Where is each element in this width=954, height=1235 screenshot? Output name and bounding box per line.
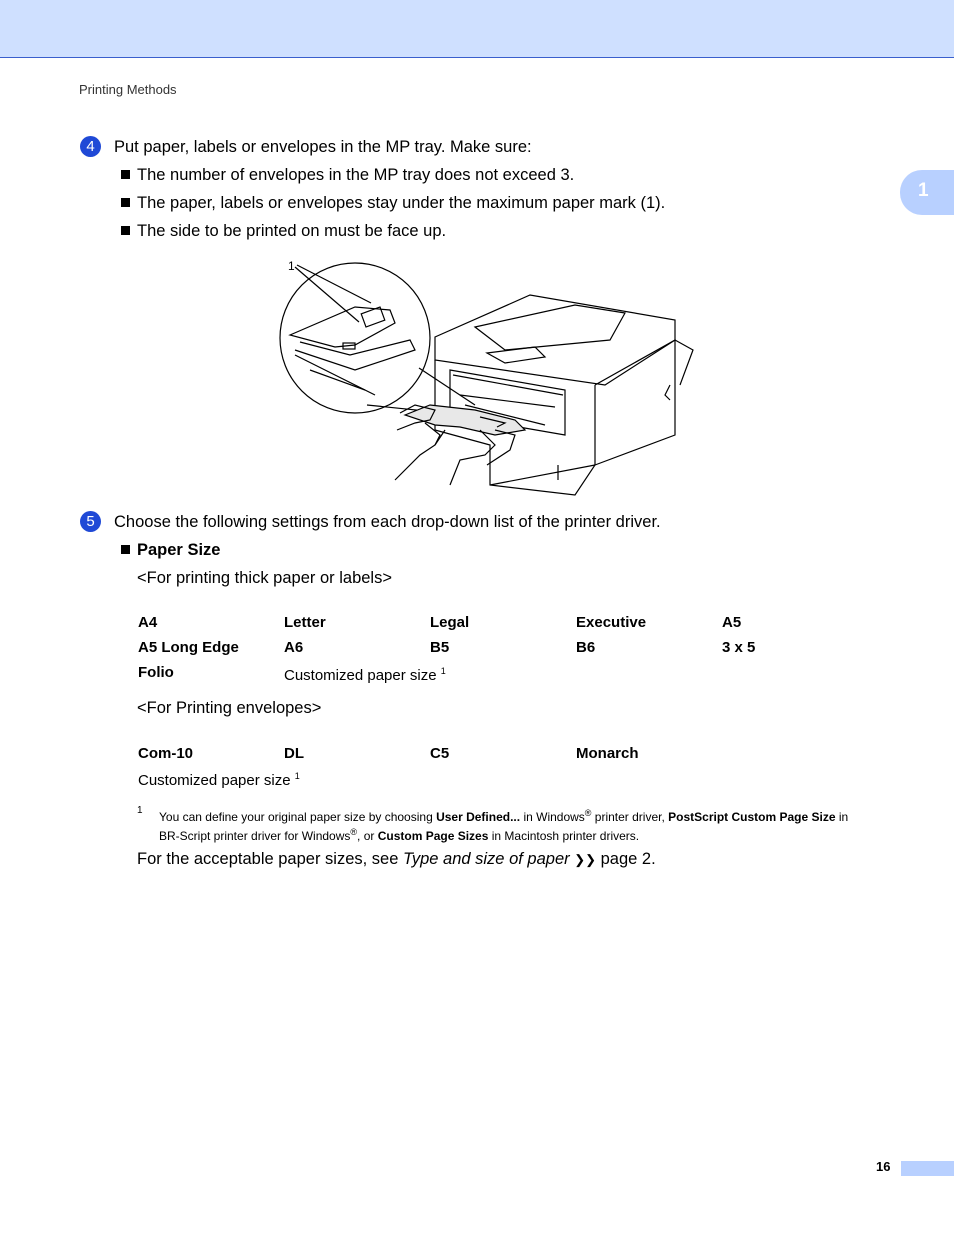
page-number: 16: [876, 1159, 891, 1174]
step-4-number: 4: [80, 136, 101, 157]
customized-size-cell: [138, 771, 300, 789]
paper-size-heading: [121, 541, 220, 560]
page-number-bar: [901, 1161, 954, 1176]
running-title: Printing Methods: [79, 82, 177, 97]
envelope-size-cell: Monarch: [576, 745, 639, 762]
footnote-mark: 1: [137, 805, 143, 816]
chapter-tab: [900, 170, 954, 215]
paper-size-cell: B5: [430, 639, 450, 656]
bullet-text: The paper, labels or envelopes stay under the maximum paper mark (1).: [137, 194, 666, 212]
footnote-line-2: BR-Script printer driver for Windows®, or Custom Page Sizes in Macintosh printer drivers.: [159, 827, 640, 843]
envelope-size-cell: C5: [430, 745, 450, 762]
footnote-ref: 1: [294, 771, 300, 781]
chapter-number: 1: [918, 180, 929, 201]
paper-size-cell: B6: [576, 639, 596, 656]
bullet-text: The side to be printed on must be face up.: [137, 222, 447, 240]
paper-size-cell: A6: [284, 639, 304, 656]
header-band: [0, 0, 954, 58]
paper-size-cell: A5: [722, 614, 742, 631]
double-chevron-icon: ❯❯: [574, 852, 597, 867]
customized-size-label: Customized paper size: [138, 772, 291, 789]
envelope-size-cell: Com-10: [138, 745, 194, 762]
bullet-square: [121, 170, 130, 179]
paper-size-cell: A4: [138, 614, 158, 631]
step-5-text: Choose the following settings from each drop-down list of the printer driver.: [114, 513, 661, 531]
paper-size-cell: Executive: [576, 614, 647, 631]
step-5-number: 5: [80, 511, 101, 532]
bullet-item: [121, 166, 574, 185]
step-4-text: Put paper, labels or envelopes in the MP tray. Make sure:: [114, 138, 532, 156]
customized-size-cell: [284, 666, 446, 684]
see-also-link[interactable]: Type and size of paper: [402, 850, 570, 868]
callout-number: 1: [288, 259, 295, 273]
bullet-item: [121, 194, 665, 213]
envelope-caption: <For Printing envelopes>: [137, 699, 322, 717]
bullet-square: [121, 226, 130, 235]
footnote-line-1: You can define your original paper size by choosing User Defined... in Windows® printer driver, PostScript Custom Page Size in: [159, 808, 849, 824]
bullet-text: The number of envelopes in the MP tray does not exceed 3.: [137, 166, 575, 184]
footnote-ref: 1: [440, 666, 446, 676]
paper-size-label: Paper Size: [137, 541, 221, 559]
bullet-square: [121, 198, 130, 207]
paper-size-cell: 3 x 5: [722, 639, 756, 656]
thick-paper-caption: <For printing thick paper or labels>: [137, 569, 392, 587]
paper-size-cell: A5 Long Edge: [138, 639, 239, 656]
paper-size-cell: Folio: [138, 664, 174, 681]
see-also-text: For the acceptable paper sizes, see Type and size of paper ❯❯ page 2.: [137, 850, 656, 868]
paper-size-cell: Legal: [430, 614, 470, 631]
paper-size-cell: Letter: [284, 614, 326, 631]
customized-size-label: Customized paper size: [284, 667, 437, 684]
envelope-size-cell: DL: [284, 745, 304, 762]
printer-mp-tray-illustration: [275, 255, 705, 505]
bullet-item: [121, 222, 446, 241]
bullet-square: [121, 545, 130, 554]
